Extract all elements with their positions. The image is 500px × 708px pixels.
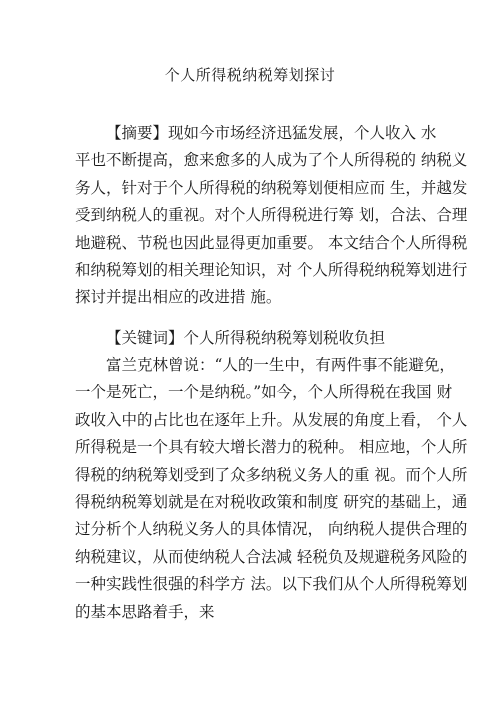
body-line: 得税纳税筹划就是在对税收政策和制度 研究的基础上，通 — [75, 492, 468, 511]
keywords-paragraph — [75, 325, 431, 352]
body-line: 过分析个人纳税义务人的具体情况， 向纳税人提供合理的 — [75, 520, 468, 539]
body-line: 纳税建议，从而使纳税人合法减 轻税负及规避税务风险的 — [75, 547, 468, 566]
body-line: 所得税是一个具有较大增长潜力的税种。 相应地，个人所 — [75, 438, 468, 457]
body-paragraph — [75, 352, 468, 626]
abstract-line: 平也不断提高，愈来愈多的人成为了个人所得税的 纳税义 — [75, 151, 468, 170]
keywords-line: 【关键词】个人所得税纳税筹划税收负担 — [106, 329, 386, 347]
body-line: 得税的纳税筹划受到了众多纳税义务人的重 视。而个人所 — [75, 465, 468, 484]
abstract-line: 务人，针对于个人所得税的纳税筹划便相应而 生，并越发 — [75, 178, 468, 197]
body-line: 的基本思路着手，来 — [75, 602, 215, 621]
body-line: 一个是死亡，一个是纳税。”如今，个人所得税在我国 财 — [75, 383, 453, 402]
abstract-line: 探讨并提出相应的改进措 施。 — [75, 288, 282, 307]
abstract-paragraph — [75, 120, 468, 312]
abstract-line: 【摘要】现如今市场经济迅猛发展，个人收入 水 — [106, 124, 437, 142]
document-title: 个人所得税纳税筹划探讨 — [164, 66, 336, 84]
abstract-line: 和纳税筹划的相关理论知识，对 个人所得税纳税筹划进行 — [75, 260, 468, 279]
body-line: 政收入中的占比也在逐年上升。从发展的角度上看， 个人 — [75, 410, 468, 429]
body-line: 一种实践性很强的科学方 法。以下我们从个人所得税筹划 — [75, 575, 468, 594]
abstract-line: 受到纳税人的重视。对个人所得税进行筹 划，合法、合理 — [75, 206, 468, 225]
abstract-line: 地避税、节税也因此显得更加重要。 本文结合个人所得税 — [75, 233, 468, 252]
body-line: 富兰克林曾说：“人的一生中，有两件事不能避免， — [106, 356, 455, 374]
